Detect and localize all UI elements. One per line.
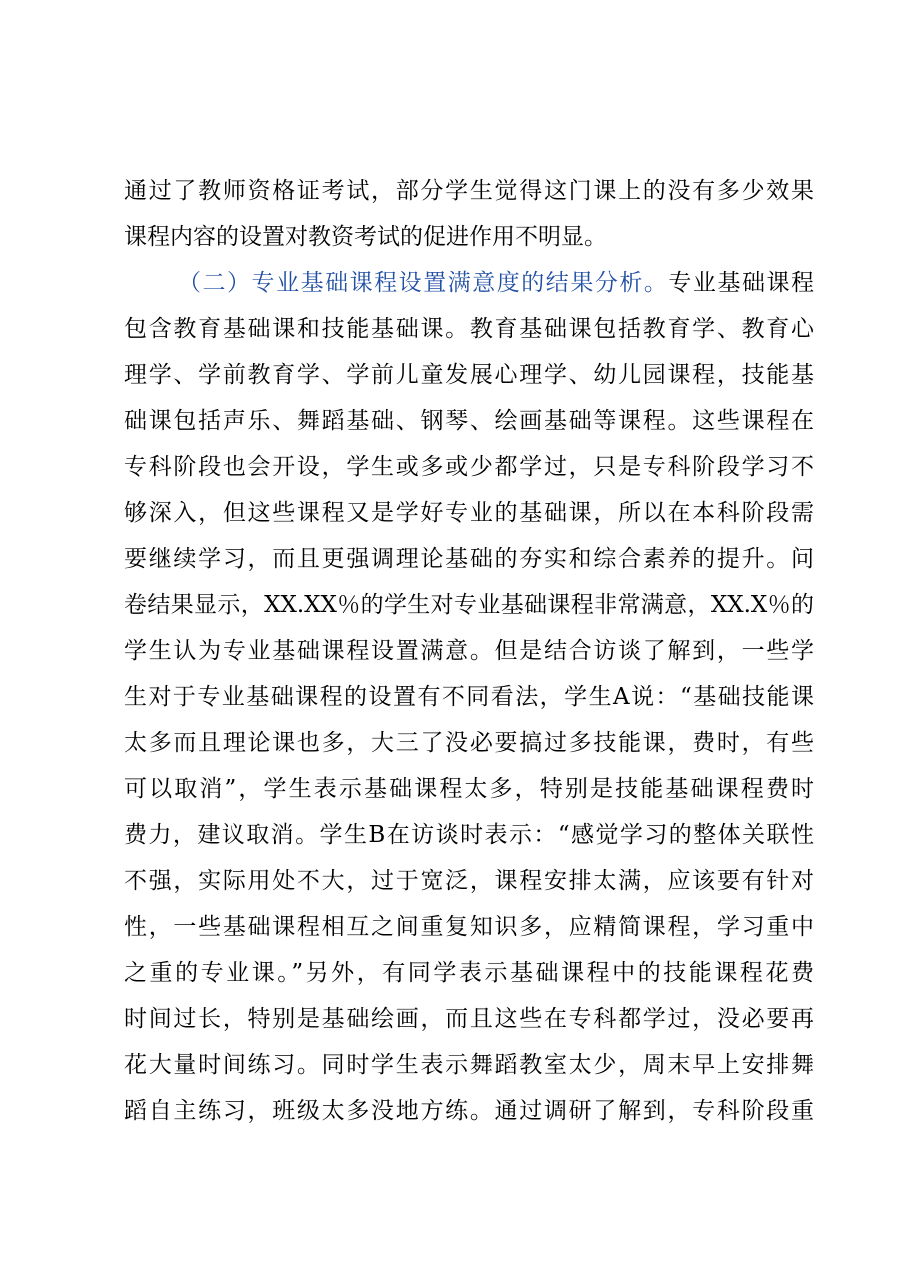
text-line: 专科阶段也会开设，学生或多或少都学过，只是专科阶段学习不 (124, 454, 814, 480)
text-line: 太多而且理论课也多，大三了没必要搞过多技能课，费时，有些 (124, 730, 814, 756)
paragraph-2 (124, 260, 814, 1134)
paragraph-1 (124, 168, 814, 260)
text-line: 通过了教师资格证考试，部分学生觉得这门课上的没有多少效果 (124, 178, 814, 204)
text-line: 课程内容的设置对教资考试的促进作用不明显。 (124, 224, 607, 250)
text-line: 性，一些基础课程相互之间重复知识多，应精简课程，学习重中 (124, 914, 814, 940)
text-line: 学生认为专业基础课程设置满意。但是结合访谈了解到，一些学 (124, 638, 814, 664)
text-line: 生对于专业基础课程的设置有不同看法，学生A说：“基础技能课 (124, 684, 814, 710)
text-line: 够深入，但这些课程又是学好专业的基础课，所以在本科阶段需 (124, 500, 814, 526)
text-line: 础课包括声乐、舞蹈基础、钢琴、绘画基础等课程。这些课程在 (124, 408, 814, 434)
text-line: 费力，建议取消。学生B在访谈时表示：“感觉学习的整体关联性 (124, 822, 814, 848)
text-line: 卷结果显示，XX.XX％的学生对专业基础课程非常满意，XX.X％的 (124, 592, 814, 618)
text-line: 可以取消”，学生表示基础课程太多，特别是技能基础课程费时 (124, 776, 814, 802)
text-run: 专业基础课程 (668, 270, 814, 296)
document-body (124, 168, 814, 1134)
text-line: 之重的专业课。”另外，有同学表示基础课程中的技能课程花费 (124, 960, 814, 986)
text-line: 花大量时间练习。同时学生表示舞蹈教室太少，周末早上安排舞 (124, 1052, 814, 1078)
text-line: 要继续学习，而且更强调理论基础的夯实和综合素养的提升。问 (124, 546, 814, 572)
text-line: 蹈自主练习，班级太多没地方练。通过调研了解到，专科阶段重 (124, 1098, 814, 1124)
text-line: 包含教育基础课和技能基础课。教育基础课包括教育学、教育心 (124, 316, 814, 342)
text-line: 理学、学前教育学、学前儿童发展心理学、幼儿园课程，技能基 (124, 362, 814, 388)
text-line: 时间过长，特别是基础绘画，而且这些在专科都学过，没必要再 (124, 1006, 814, 1032)
paragraph-2-first-line (124, 260, 814, 306)
text-line: 不强，实际用处不大，过于宽泛，课程安排太满，应该要有针对 (124, 868, 814, 894)
section-heading: （二）专业基础课程设置满意度的结果分析。 (178, 270, 669, 296)
